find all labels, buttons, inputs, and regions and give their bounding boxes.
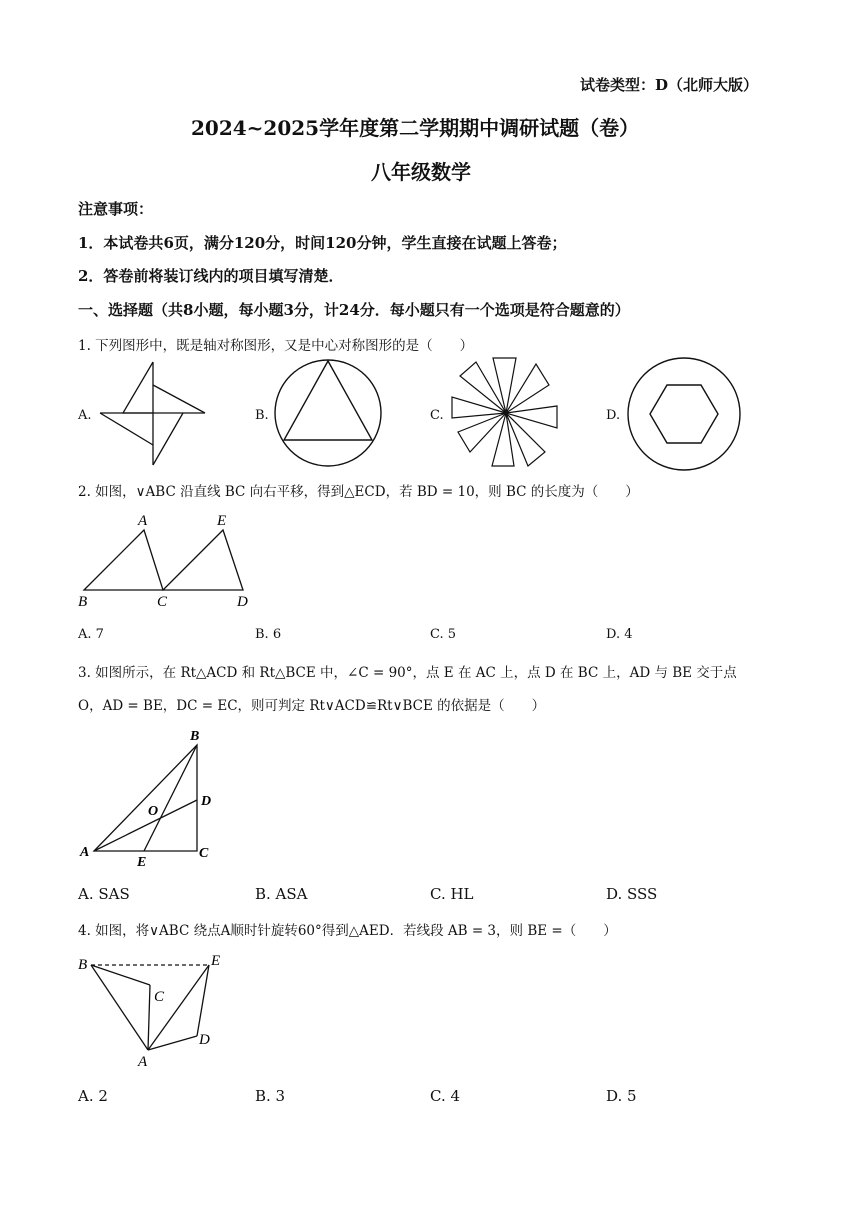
q1-figure-d — [625, 355, 745, 475]
q2-label-e: E — [217, 513, 227, 529]
exam-subtitle: 八年级数学 — [371, 160, 471, 184]
q2-option-a: A. 7 — [78, 627, 104, 642]
q2-option-d: D. 4 — [606, 627, 633, 642]
exam-title: 2024~2025学年度第二学期期中调研试题（卷） — [191, 116, 640, 140]
q4-label-a: A — [138, 1054, 148, 1070]
q1-figure-b — [270, 358, 385, 473]
q2-label-a: A — [138, 513, 148, 529]
q1-option-a-label: A. — [78, 408, 92, 423]
q2-label-d: D — [237, 594, 248, 610]
section-heading: 一、选择题（共8小题，每小题3分，计24分．每小题只有一个选项是符合题意的） — [78, 301, 630, 319]
exam-type: 试卷类型：D（北师大版） — [580, 76, 759, 94]
q3-option-c: C. HL — [430, 885, 474, 903]
q2-option-c: C. 5 — [430, 627, 457, 642]
q4-option-d: D. 5 — [606, 1087, 637, 1105]
q1-option-c-label: C. — [430, 408, 444, 423]
notes-item-1: 1．本试卷共6页，满分120分，时间120分钟，学生直接在试题上答卷； — [78, 234, 567, 252]
q3-label-d: D — [201, 794, 212, 809]
notes-heading: 注意事项： — [78, 200, 154, 218]
q4-option-a: A. 2 — [78, 1087, 108, 1105]
q1-option-d-label: D. — [606, 408, 621, 423]
q3-label-c: C — [199, 846, 209, 861]
q4-label-c: C — [154, 989, 165, 1005]
q3-label-e: E — [137, 855, 147, 870]
q3-label-o: O — [148, 804, 159, 819]
q1-option-b-label: B. — [255, 408, 269, 423]
q2-label-b: B — [78, 594, 88, 610]
q2-option-b: B. 6 — [255, 627, 282, 642]
q4-label-d: D — [199, 1032, 210, 1048]
q3-label-a: A — [80, 845, 90, 860]
q3-figure — [75, 722, 225, 872]
q3-option-d: D. SSS — [606, 885, 658, 903]
question-2-stem: 2. 如图，∨ABC 沿直线 BC 向右平移，得到△ECD，若 BD = 10，则 BC 的长度为（ ） — [78, 484, 639, 500]
q3-option-a: A. SAS — [78, 885, 130, 903]
q4-label-e: E — [211, 953, 221, 969]
question-3-stem-line-2: O，AD = BE，DC = EC，则可判定 Rt∨ACD≌Rt∨BCE 的依据是（ ） — [78, 698, 546, 714]
question-4-stem: 4. 如图，将∨ABC 绕点A顺时针旋转60°得到△AED．若线段 AB = 3，则 BE =（ ） — [78, 923, 617, 939]
q4-option-c: C. 4 — [430, 1087, 461, 1105]
notes-item-2: 2．答卷前将装订线内的项目填写清楚． — [78, 267, 344, 285]
q3-option-b: B. ASA — [255, 885, 308, 903]
q4-label-b: B — [78, 957, 88, 973]
q4-option-b: B. 3 — [255, 1087, 286, 1105]
question-1-stem: 1. 下列图形中，既是轴对称图形，又是中心对称图形的是（ ） — [78, 338, 474, 354]
q4-figure — [75, 950, 225, 1075]
q1-figure-c — [448, 355, 563, 470]
q1-figure-a — [90, 358, 220, 470]
q3-label-b: B — [190, 729, 200, 744]
q2-figure — [75, 508, 265, 613]
q2-label-c: C — [157, 594, 168, 610]
question-3-stem-line-1: 3. 如图所示，在 Rt△ACD 和 Rt△BCE 中，∠C = 90°，点 E 在 AC 上，点 D 在 BC 上，AD 与 BE 交于点 — [78, 665, 737, 681]
